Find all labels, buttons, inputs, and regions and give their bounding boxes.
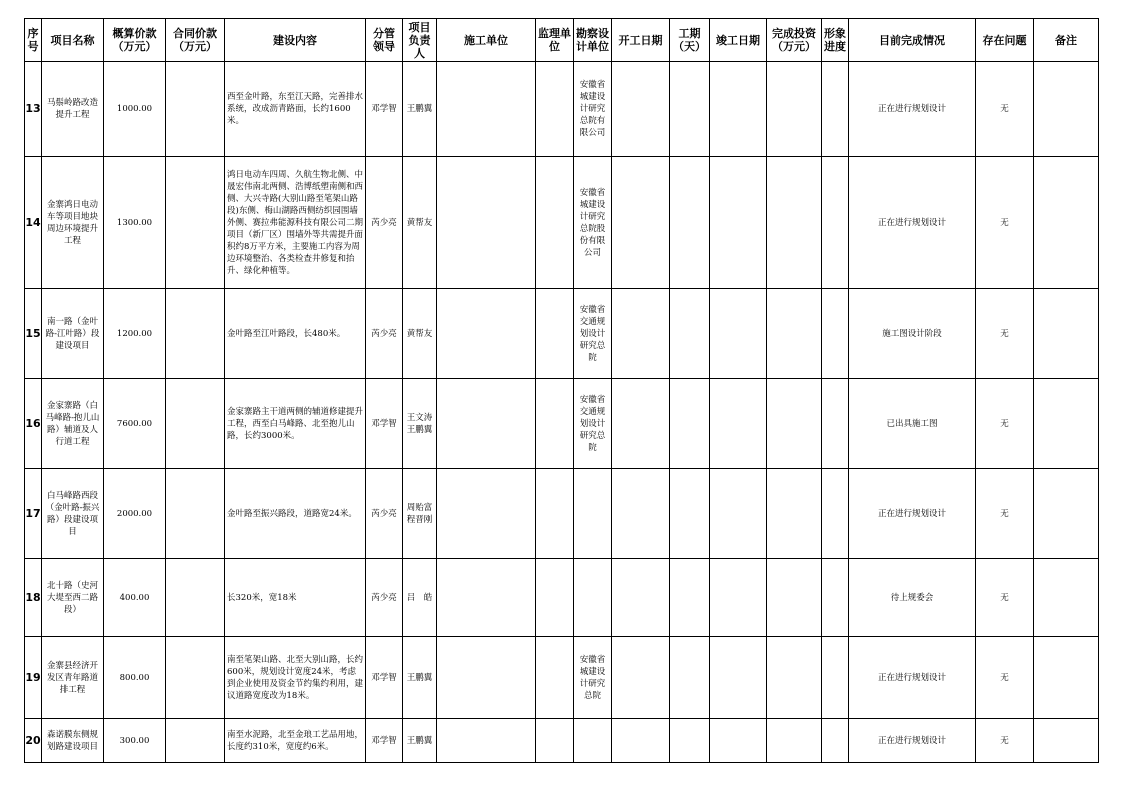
col-header-name: 项目名称 xyxy=(42,19,104,62)
cell-duration xyxy=(670,157,710,289)
cell-supervisor xyxy=(536,559,574,637)
cell-remark xyxy=(1034,559,1099,637)
cell-name: 白马峰路西段（金叶路-振兴路）段建设项目 xyxy=(42,469,104,559)
col-header-finish: 竣工日期 xyxy=(710,19,767,62)
table-row xyxy=(25,559,1099,637)
cell-issue: 无 xyxy=(976,62,1034,157)
col-header-budget: 概算价款（万元） xyxy=(104,19,166,62)
cell-start xyxy=(612,379,670,469)
cell-leader: 芮少亮 xyxy=(366,289,403,379)
cell-duration xyxy=(670,637,710,719)
cell-owner: 王鹏翼 xyxy=(403,719,437,763)
cell-issue: 无 xyxy=(976,289,1034,379)
cell-issue: 无 xyxy=(976,559,1034,637)
cell-duration xyxy=(670,289,710,379)
cell-builder xyxy=(437,637,536,719)
cell-finish xyxy=(710,469,767,559)
header-row xyxy=(25,19,1099,62)
cell-start xyxy=(612,62,670,157)
cell-name: 北十路（史河大堤至西二路段） xyxy=(42,559,104,637)
col-header-status: 目前完成情况 xyxy=(849,19,976,62)
cell-leader: 邓学智 xyxy=(366,62,403,157)
cell-image xyxy=(822,637,849,719)
cell-contract xyxy=(166,379,225,469)
cell-status: 正在进行规划设计 xyxy=(849,719,976,763)
cell-finish xyxy=(710,289,767,379)
cell-builder xyxy=(437,719,536,763)
cell-content: 长320米，宽18米 xyxy=(225,559,366,637)
cell-no: 16 xyxy=(25,379,42,469)
cell-finish xyxy=(710,559,767,637)
cell-status: 已出具施工图 xyxy=(849,379,976,469)
col-header-leader: 分管领导 xyxy=(366,19,403,62)
table-header xyxy=(25,19,1099,62)
table-row xyxy=(25,379,1099,469)
cell-budget: 2000.00 xyxy=(104,469,166,559)
cell-finish xyxy=(710,157,767,289)
cell-no: 14 xyxy=(25,157,42,289)
cell-owner: 黄帮友 xyxy=(403,157,437,289)
cell-name: 马鬃岭路改造提升工程 xyxy=(42,62,104,157)
cell-no: 15 xyxy=(25,289,42,379)
cell-name: 金寨鸿日电动车等项目地块周边环境提升工程 xyxy=(42,157,104,289)
cell-finish xyxy=(710,379,767,469)
cell-owner: 周贻富程晋刚 xyxy=(403,469,437,559)
cell-contract xyxy=(166,637,225,719)
cell-remark xyxy=(1034,637,1099,719)
cell-builder xyxy=(437,559,536,637)
col-header-duration: 工期（天） xyxy=(670,19,710,62)
cell-contract xyxy=(166,62,225,157)
col-header-start: 开工日期 xyxy=(612,19,670,62)
col-header-survey: 勘察设计单位 xyxy=(574,19,612,62)
cell-owner: 王鹏翼 xyxy=(403,62,437,157)
cell-survey: 安徽省城建设计研究总院股份有限公司 xyxy=(574,157,612,289)
cell-invest xyxy=(767,289,822,379)
cell-remark xyxy=(1034,157,1099,289)
cell-budget: 1200.00 xyxy=(104,289,166,379)
cell-image xyxy=(822,157,849,289)
cell-survey: 安徽省城建设计研究总院有限公司 xyxy=(574,62,612,157)
cell-invest xyxy=(767,719,822,763)
cell-supervisor xyxy=(536,719,574,763)
cell-owner: 黄帮友 xyxy=(403,289,437,379)
cell-owner: 吕 皓 xyxy=(403,559,437,637)
cell-duration xyxy=(670,379,710,469)
cell-finish xyxy=(710,62,767,157)
table-row xyxy=(25,157,1099,289)
cell-remark xyxy=(1034,379,1099,469)
cell-start xyxy=(612,157,670,289)
cell-image xyxy=(822,62,849,157)
col-header-remark: 备注 xyxy=(1034,19,1099,62)
cell-contract xyxy=(166,469,225,559)
cell-builder xyxy=(437,289,536,379)
cell-no: 18 xyxy=(25,559,42,637)
cell-duration xyxy=(670,62,710,157)
cell-survey: 安徽省城建设计研究总院 xyxy=(574,637,612,719)
cell-issue: 无 xyxy=(976,157,1034,289)
cell-budget: 800.00 xyxy=(104,637,166,719)
col-header-contract: 合同价款（万元） xyxy=(166,19,225,62)
table-row xyxy=(25,289,1099,379)
col-header-no: 序号 xyxy=(25,19,42,62)
cell-image xyxy=(822,559,849,637)
cell-content: 金叶路至江叶路段，长480米。 xyxy=(225,289,366,379)
cell-supervisor xyxy=(536,469,574,559)
cell-issue: 无 xyxy=(976,379,1034,469)
cell-status: 正在进行规划设计 xyxy=(849,157,976,289)
cell-leader: 芮少亮 xyxy=(366,469,403,559)
col-header-content: 建设内容 xyxy=(225,19,366,62)
cell-status: 待上规委会 xyxy=(849,559,976,637)
col-header-owner: 项目负责人 xyxy=(403,19,437,62)
cell-issue: 无 xyxy=(976,637,1034,719)
cell-builder xyxy=(437,469,536,559)
cell-content: 金叶路至振兴路段，道路宽24米。 xyxy=(225,469,366,559)
cell-leader: 邓学智 xyxy=(366,637,403,719)
cell-supervisor xyxy=(536,289,574,379)
cell-start xyxy=(612,469,670,559)
cell-image xyxy=(822,719,849,763)
cell-content: 西至金叶路，东至江天路，完善排水系统，改成沥青路面，长约1600米。 xyxy=(225,62,366,157)
cell-duration xyxy=(670,469,710,559)
cell-invest xyxy=(767,559,822,637)
cell-start xyxy=(612,559,670,637)
cell-builder xyxy=(437,379,536,469)
cell-builder xyxy=(437,62,536,157)
cell-start xyxy=(612,637,670,719)
cell-name: 森诺膜东侧规划路建设项目 xyxy=(42,719,104,763)
cell-name: 金寨县经济开发区青年路道排工程 xyxy=(42,637,104,719)
cell-name: 南一路（金叶路-江叶路）段建设项目 xyxy=(42,289,104,379)
cell-contract xyxy=(166,289,225,379)
cell-remark xyxy=(1034,719,1099,763)
cell-remark xyxy=(1034,469,1099,559)
cell-image xyxy=(822,379,849,469)
table-row xyxy=(25,719,1099,763)
cell-budget: 1300.00 xyxy=(104,157,166,289)
cell-name: 金家寨路（白马峰路-抱儿山路）辅道及人行道工程 xyxy=(42,379,104,469)
cell-invest xyxy=(767,157,822,289)
cell-invest xyxy=(767,637,822,719)
col-header-image: 形象进度 xyxy=(822,19,849,62)
cell-finish xyxy=(710,719,767,763)
cell-budget: 400.00 xyxy=(104,559,166,637)
cell-no: 17 xyxy=(25,469,42,559)
cell-remark xyxy=(1034,62,1099,157)
cell-supervisor xyxy=(536,62,574,157)
cell-no: 19 xyxy=(25,637,42,719)
cell-status: 施工图设计阶段 xyxy=(849,289,976,379)
cell-remark xyxy=(1034,289,1099,379)
cell-content: 南至笔架山路、北至大别山路，长约600米，规划设计宽度24米，考虑到企业使用及资金节约集约利用，建议道路宽度改为18米。 xyxy=(225,637,366,719)
cell-duration xyxy=(670,719,710,763)
cell-survey xyxy=(574,719,612,763)
cell-survey xyxy=(574,469,612,559)
project-table xyxy=(24,18,1099,763)
cell-supervisor xyxy=(536,637,574,719)
cell-invest xyxy=(767,62,822,157)
cell-leader: 芮少亮 xyxy=(366,559,403,637)
cell-contract xyxy=(166,157,225,289)
cell-supervisor xyxy=(536,157,574,289)
cell-leader: 芮少亮 xyxy=(366,157,403,289)
cell-finish xyxy=(710,637,767,719)
cell-leader: 邓学智 xyxy=(366,719,403,763)
cell-survey: 安徽省交通规划设计研究总院 xyxy=(574,289,612,379)
cell-survey: 安徽省交通规划设计研究总院 xyxy=(574,379,612,469)
col-header-invest: 完成投资（万元） xyxy=(767,19,822,62)
cell-budget: 1000.00 xyxy=(104,62,166,157)
cell-content: 南至水泥路，北至金琅工艺品用地，长度约310米，宽度约6米。 xyxy=(225,719,366,763)
col-header-builder: 施工单位 xyxy=(437,19,536,62)
table-row xyxy=(25,62,1099,157)
cell-image xyxy=(822,469,849,559)
cell-owner: 王鹏翼 xyxy=(403,637,437,719)
cell-status: 正在进行规划设计 xyxy=(849,62,976,157)
table-body xyxy=(25,62,1099,763)
cell-content: 金家寨路主干道两侧的辅道修建提升工程，西至白马峰路、北至抱儿山路，长约3000米。 xyxy=(225,379,366,469)
cell-supervisor xyxy=(536,379,574,469)
cell-status: 正在进行规划设计 xyxy=(849,469,976,559)
cell-start xyxy=(612,289,670,379)
cell-invest xyxy=(767,379,822,469)
table-row xyxy=(25,637,1099,719)
cell-status: 正在进行规划设计 xyxy=(849,637,976,719)
cell-start xyxy=(612,719,670,763)
cell-budget: 7600.00 xyxy=(104,379,166,469)
col-header-issue: 存在问题 xyxy=(976,19,1034,62)
cell-image xyxy=(822,289,849,379)
cell-contract xyxy=(166,719,225,763)
cell-survey xyxy=(574,559,612,637)
cell-issue: 无 xyxy=(976,719,1034,763)
table-row xyxy=(25,469,1099,559)
cell-no: 13 xyxy=(25,62,42,157)
cell-issue: 无 xyxy=(976,469,1034,559)
cell-owner: 王文涛王鹏翼 xyxy=(403,379,437,469)
cell-budget: 300.00 xyxy=(104,719,166,763)
cell-no: 20 xyxy=(25,719,42,763)
cell-leader: 邓学智 xyxy=(366,379,403,469)
col-header-supervisor: 监理单位 xyxy=(536,19,574,62)
cell-builder xyxy=(437,157,536,289)
cell-duration xyxy=(670,559,710,637)
cell-content: 鸿日电动车四周、久航生物北侧、中晟宏伟南北两侧、浩博纸塑南侧和西侧、大兴寺路(大别山路至笔架山路段)东侧、梅山湖路西侧纺织园围墙外侧、赛拉弗能源科技有限公司二期项目（新厂区）围墙外等共需提升面积约8万平方米，主要施工内容为周边环境整治、各类检查井修复和抬升、绿化种植等。 xyxy=(225,157,366,289)
cell-invest xyxy=(767,469,822,559)
cell-contract xyxy=(166,559,225,637)
